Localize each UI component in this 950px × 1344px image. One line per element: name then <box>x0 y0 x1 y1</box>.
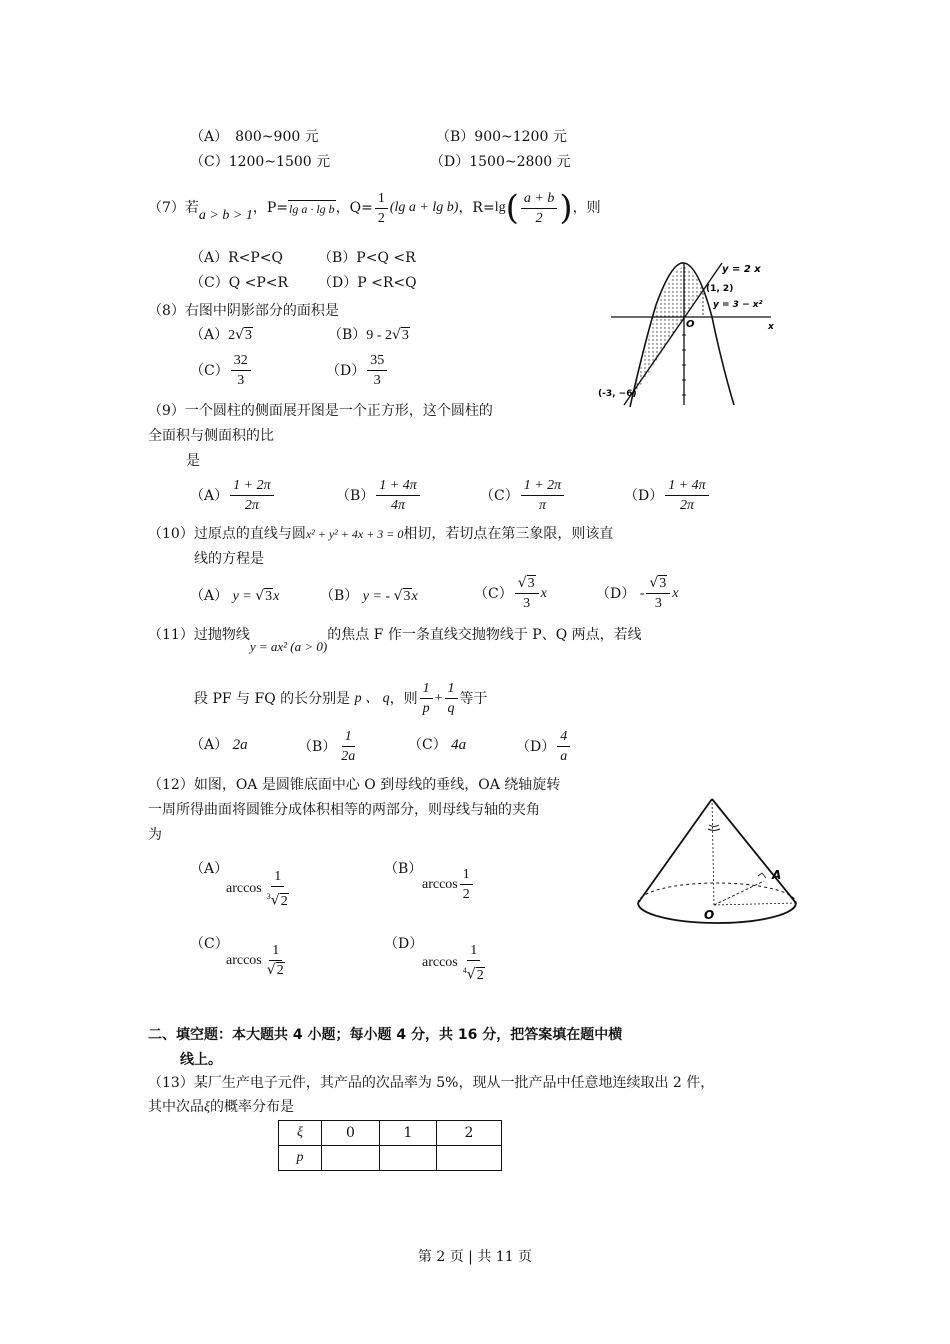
q7-p-expr: lg a · lg b <box>288 201 335 216</box>
q12-option-a: arccos $\frac{1}{^3√2}$ <box>226 869 288 909</box>
q12-option-c: arccos $\frac{1}{√2}$ <box>226 943 284 978</box>
q8-label-origin: O <box>686 319 695 330</box>
q8-label-point-bottom: (-3, −6) <box>598 389 637 399</box>
section2-title-2: 线上。 <box>180 1052 222 1068</box>
q8-option-c: （C） $\frac{32}{3}$ <box>190 352 253 389</box>
q7-option-b: （B）P<Q <R <box>318 250 416 266</box>
q9-option-d: （D） $\frac{1 + 4\pi}{2\pi}$ <box>624 477 711 514</box>
q8-label-parabola: y = 3 − x² <box>713 300 763 310</box>
q12-option-c-label: （C） <box>190 936 229 952</box>
q7-condition: a > b > 1 <box>198 208 253 223</box>
q12-stem-3: 为 <box>148 827 162 843</box>
q10-stem-1: （10）过原点的直线与圆x² + y² + 4x + 3 = 0相切，若切点在第三象限，则该直 <box>148 526 614 542</box>
q10-option-b: （B） y = - √3x <box>320 588 418 604</box>
table-cell: ξ <box>279 1121 322 1146</box>
q8-option-d: （D） $\frac{35}{3}$ <box>326 352 389 389</box>
q10-option-a: （A） y = √3x <box>190 588 280 604</box>
q8-option-b: （B）9 - 2√3 <box>328 327 409 343</box>
q12-stem-2: 一周所得曲面将圆锥分成体积相等的两部分，则母线与轴的夹角 <box>148 802 540 818</box>
table-cell <box>322 1146 380 1171</box>
table-cell: 2 <box>437 1121 502 1146</box>
q12-option-d: arccos $\frac{1}{^4√2}$ <box>422 943 484 983</box>
q11-parabola: y = ax² (a > 0) <box>249 639 328 654</box>
q8-label-point-top: (1, 2) <box>706 284 734 294</box>
q8-label-x: x <box>768 322 774 332</box>
q11-option-a: （A） 2a <box>190 737 248 753</box>
q7-p-label: ，P= <box>252 200 288 216</box>
q10-circle-eq: x² + y² + 4x + 3 = 0 <box>305 527 404 541</box>
q13-distribution-table <box>278 1120 502 1171</box>
q11-option-c: （C） 4a <box>408 737 467 753</box>
q10-stem-2: 线的方程是 <box>194 551 264 567</box>
q6-option-c: （C）1200~1500 元 <box>190 154 331 170</box>
q7-q-half: $\frac{1}{2}$ <box>375 190 388 227</box>
q12-label-a: A <box>772 868 782 882</box>
q11-stem-2: 段 PF 与 FQ 的长分别是 p 、 q ，则 $\frac{1}{p}$ + $\frac{1}{q}$ 等于 <box>194 681 488 716</box>
q11-option-b: （B） $\frac{1}{2a}$ <box>298 729 356 764</box>
q7-r-lg: lg <box>494 200 506 215</box>
q7-q-expr: (lg a + lg b) <box>389 200 459 215</box>
table-row <box>279 1146 502 1171</box>
table-cell: 1 <box>380 1121 437 1146</box>
q7-option-d: （D）P <R<Q <box>318 275 417 291</box>
q9-option-b: （B） $\frac{1 + 4\pi}{4\pi}$ <box>336 477 422 514</box>
q7-option-c: （C）Q <P<R <box>190 275 289 291</box>
q8-option-a: （A）2√3 <box>190 327 253 343</box>
q6-option-a: （A） 800~900 元 <box>190 129 319 145</box>
table-cell: 0 <box>322 1121 380 1146</box>
q10-option-c: （C） $\frac{√3}{3}$ x <box>474 575 547 611</box>
q7-q-label: ，Q= <box>335 200 373 216</box>
q9-option-a: （A） $\frac{1 + 2\pi}{2\pi}$ <box>190 477 276 514</box>
q10-option-d: （D） - $\frac{√3}{3}$ x <box>596 575 679 611</box>
section2-title-1: 二、填空题：本大题共 4 小题；每小题 4 分，共 16 分，把答案填在题中横 <box>148 1027 623 1043</box>
q12-stem-1: （12）如图，OA 是圆锥底面中心 O 到母线的垂线，OA 绕轴旋转 <box>148 777 561 793</box>
q11-stem-1: （11）过抛物线y = ax² (a > 0)的焦点 F 作一条直线交抛物线于 P、Q 两点，若线 <box>148 627 642 654</box>
q12-option-d-label: （D） <box>384 936 424 952</box>
q8-stem: （8）右图中阴影部分的面积是 <box>148 303 339 319</box>
q6-option-d: （D）1500~2800 元 <box>430 154 571 170</box>
q12-cone-figure <box>632 795 802 925</box>
q8-graph <box>596 255 786 410</box>
page-footer: 第 2 页 | 共 11 页 <box>417 1249 533 1265</box>
q7-r-frac: $\frac{a + b}{2}$ <box>521 190 557 227</box>
q7-then: ，则 <box>572 200 601 216</box>
q11-option-d: （D） $\frac{4}{a}$ <box>516 728 572 765</box>
q9-stem-1: （9）一个圆柱的侧面展开图是一个正方形，这个圆柱的 <box>148 403 493 419</box>
q12-option-a-label: （A） <box>190 861 229 877</box>
table-cell: p <box>279 1146 322 1171</box>
q9-stem-3: 是 <box>186 453 200 469</box>
q7-r-label: ，R= <box>458 200 495 216</box>
q12-option-b-label: （B） <box>384 861 423 877</box>
q9-stem-2: 全面积与侧面积的比 <box>148 428 274 444</box>
q12-label-o: O <box>704 908 715 922</box>
q13-stem-2: 其中次品ξ的概率分布是 <box>148 1099 294 1115</box>
q13-xi: ξ <box>204 1100 210 1115</box>
table-cell <box>437 1146 502 1171</box>
q6-option-b: （B）900~1200 元 <box>436 129 567 145</box>
table-cell <box>380 1146 437 1171</box>
q7-option-a: （A）R<P<Q <box>190 250 284 266</box>
q7-number: （7）若 <box>148 200 199 216</box>
q9-option-c: （C） $\frac{1 + 2\pi}{\pi}$ <box>480 477 566 514</box>
q12-option-b: arccos $\frac{1}{2}$ <box>422 866 475 903</box>
table-row <box>279 1121 502 1146</box>
q13-stem-1: （13）某厂生产电子元件，其产品的次品率为 5%，现从一批产品中任意地连续取出 2 件， <box>148 1075 715 1091</box>
q8-label-line: y = 2 x <box>722 264 761 275</box>
q7-stem: （7）若 a > b > 1 ，P= lg a · lg b ，Q= $\frac{1}{2}$ (lg a + lg b) ，R= lg ( $\frac{a + b}{2}$ ) ，则 <box>148 188 601 228</box>
